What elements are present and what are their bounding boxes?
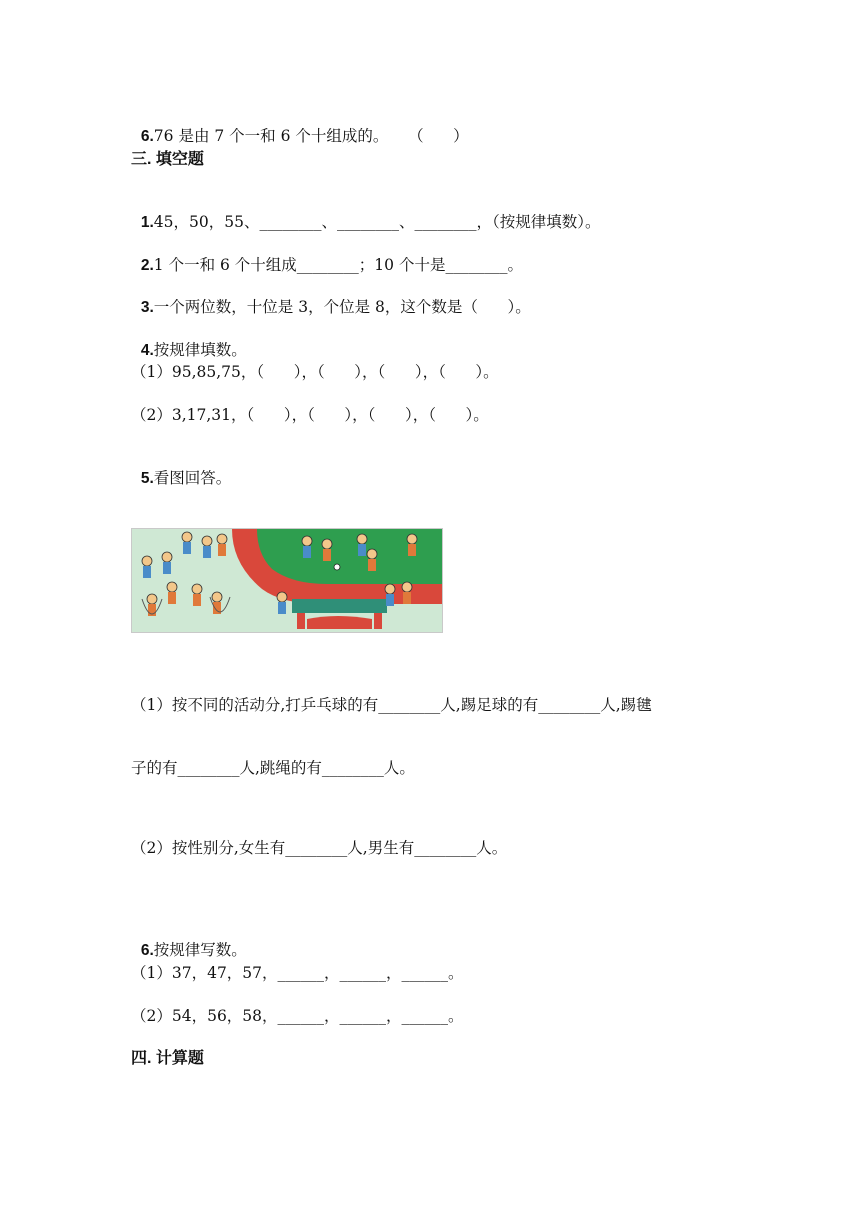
question-4-part-1: （1）95,85,75，（ ），（ ），（ ），（ ）。 <box>131 363 499 381</box>
question-6-part-1: （1）37，47，57，______，______，______。 <box>131 964 464 982</box>
section-heading-fill-in: 三. 填空题 <box>131 151 204 168</box>
question-number: 6. <box>140 942 154 959</box>
question-text: 按规律写数。 <box>153 941 247 959</box>
question-number: 1. <box>140 214 154 231</box>
question-text: 按规律填数。 <box>153 341 247 359</box>
question-4-fill <box>131 320 247 361</box>
question-6-judge <box>131 106 469 147</box>
question-5-fill <box>131 448 231 489</box>
question-text: 76 是由 7 个一和 6 个十组成的。 （ ） <box>153 127 469 145</box>
question-1-fill <box>131 192 600 233</box>
question-5-part-1-line-2: 子的有________人,跳绳的有________人。 <box>131 759 415 777</box>
question-number: 6. <box>140 128 154 145</box>
question-2-fill <box>131 235 523 276</box>
playground-illustration <box>131 528 443 633</box>
question-5-part-1-line-1: （1）按不同的活动分,打乒乓球的有________人,踢足球的有________人,踢毽 <box>131 696 652 714</box>
question-text: 一个两位数，十位是 3，个位是 8，这个数是（ ）。 <box>153 298 531 316</box>
question-number: 5. <box>140 470 154 487</box>
question-number: 3. <box>140 299 154 316</box>
question-number: 2. <box>140 257 154 274</box>
question-6-part-2: （2）54，56，58，______，______，______。 <box>131 1007 464 1025</box>
question-3-fill <box>131 277 531 318</box>
question-6-fill <box>131 920 247 961</box>
question-5-part-2: （2）按性别分,女生有________人,男生有________人。 <box>131 839 508 857</box>
question-4-part-2: （2）3,17,31，（ ），（ ），（ ），（ ）。 <box>131 406 489 424</box>
question-text: 看图回答。 <box>153 469 232 487</box>
question-number: 4. <box>140 342 154 359</box>
question-text: 45，50，55、________、________、________，（按规律填数）。 <box>153 213 601 231</box>
section-heading-calculation: 四. 计算题 <box>131 1050 204 1067</box>
question-text: 1 个一和 6 个十组成________；10 个十是________。 <box>153 256 523 274</box>
